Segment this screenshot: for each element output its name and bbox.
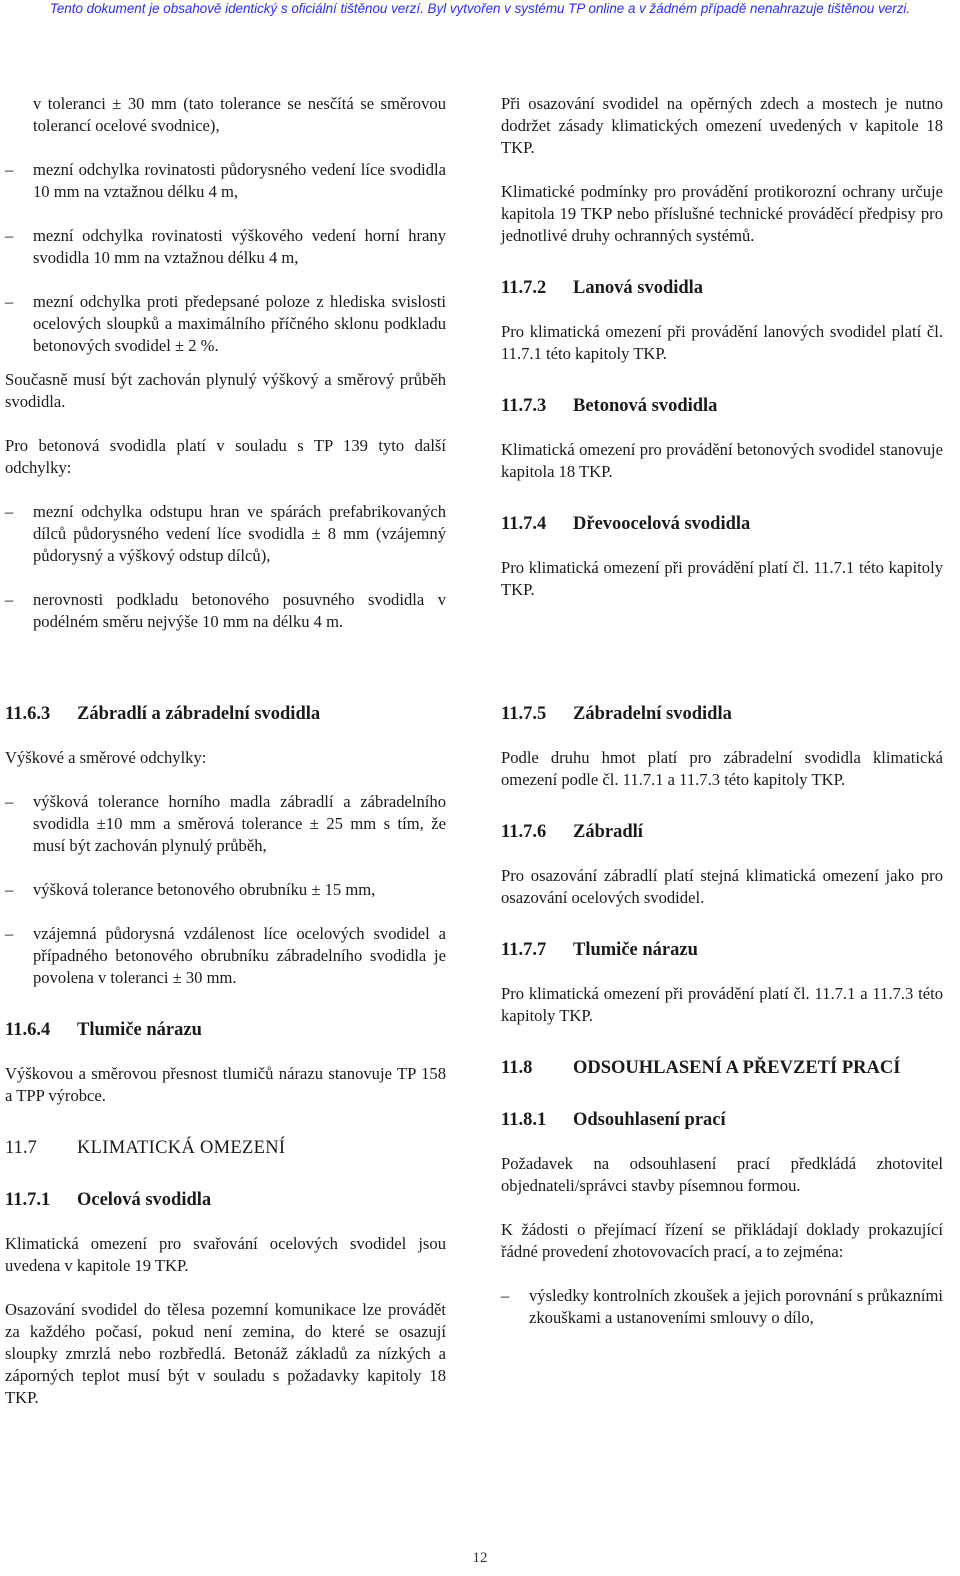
section-number: 11.7.5	[501, 704, 547, 724]
list-item: v toleranci ± 30 mm (tato tolerance se nesčítá se směrovou tolerancí ocelové svodnice),	[33, 94, 446, 135]
section-heading	[501, 939, 943, 961]
section-heading	[5, 703, 446, 725]
list-item: – mezní odchylka rovinatosti půdorysného vedení líce svodidla 10 mm na vztažnou délku 4 m,	[5, 159, 446, 203]
paragraph: Pro klimatická omezení při provádění platí čl. 11.7.1 a 11.7.3 této kapitoly TKP.	[501, 984, 943, 1025]
paragraph: Výškové a směrové odchylky:	[5, 748, 207, 767]
section-title: Odsouhlasení prací	[573, 1110, 726, 1130]
section-number: 11.7.2	[501, 278, 547, 298]
section-heading	[501, 277, 943, 299]
section-title: Betonová svodidla	[573, 396, 718, 416]
bottom-right-column	[501, 703, 943, 1351]
section-heading	[501, 513, 943, 535]
section-heading	[501, 821, 943, 843]
paragraph: Současně musí být zachován plynulý výškový a směrový průběh svodidla.	[5, 370, 446, 411]
section-heading	[5, 1189, 446, 1211]
list-item: – výsledky kontrolních zkoušek a jejich porovnání s průkazními zkouškami a ustanoveními smlouvy o dílo,	[501, 1285, 943, 1329]
railing-tolerance-list	[5, 791, 446, 989]
document-notice: Tento dokument je obsahově identický s oficiální tištěnou verzí. Byl vytvořen v systému TP online a v žádném případě nenahrazuje tištěnou verzi.	[49, 1, 911, 16]
list-item: – vzájemná půdorysná vzdálenost líce ocelových svodidel a případného betonového obrubníku zábradelního svodidla je povolena v toleranci ± 30 mm.	[5, 923, 446, 989]
section-number: 11.7.4	[501, 514, 547, 534]
section-number: 11.7.6	[501, 822, 547, 842]
section-number: 11.7.1	[5, 1190, 51, 1210]
section-title: Tlumiče nárazu	[77, 1020, 202, 1040]
section-number: 11.8	[501, 1058, 533, 1078]
paragraph: Pro klimatická omezení při provádění platí čl. 11.7.1 této kapitoly TKP.	[501, 558, 943, 599]
paragraph: Klimatická omezení pro svařování ocelových svodidel jsou uvedena v kapitole 19 TKP.	[5, 1234, 446, 1275]
paragraph: Pro osazování zábradlí platí stejná klimatická omezení jako pro osazování ocelových svodidel.	[501, 866, 943, 907]
paragraph: Podle druhu hmot platí pro zábradelní svodidla klimatická omezení podle čl. 11.7.1 a 11.7.3 této kapitoly TKP.	[501, 748, 943, 789]
list-item: – výšková tolerance betonového obrubníku ± 15 mm,	[5, 879, 446, 901]
section-heading	[501, 1109, 943, 1131]
paragraph: K žádosti o přejímací řízení se přikládají doklady prokazující řádné provedení zhotovovacích prací, a to zejména:	[501, 1220, 943, 1261]
chapter-heading	[501, 1057, 943, 1079]
concrete-tolerance-list	[5, 501, 446, 633]
paragraph: Výškovou a směrovou přesnost tlumičů nárazu stanovuje TP 158 a TPP výrobce.	[5, 1064, 446, 1105]
top-right-column	[501, 93, 943, 623]
section-title: Lanová svodidla	[573, 278, 704, 298]
paragraph: Pro klimatická omezení při provádění lanových svodidel platí čl. 11.7.1 této kapitoly TKP.	[501, 322, 943, 363]
top-left-column	[5, 93, 446, 655]
paragraph: Klimatické podmínky pro provádění protikorozní ochrany určuje kapitola 19 TKP nebo příslušné technické prováděcí předpisy pro jednotlivé druhy ochranných systémů.	[501, 182, 943, 245]
section-title: Zábradlí	[573, 822, 643, 842]
section-number: 11.7	[5, 1138, 37, 1158]
list-item: – výšková tolerance horního madla zábradlí a zábradelního svodidla ±10 mm a směrová tolerance ± 25 mm s tím, že musí být zachován plynulý průběh,	[5, 791, 446, 857]
section-number: 11.8.1	[501, 1110, 547, 1130]
section-title: KLIMATICKÁ OMEZENÍ	[77, 1138, 286, 1158]
section-heading	[501, 395, 943, 417]
section-title: Ocelová svodidla	[77, 1190, 212, 1210]
section-heading	[501, 703, 943, 725]
acceptance-documents-list	[501, 1285, 943, 1329]
section-number: 11.6.3	[5, 704, 51, 724]
list-item: – mezní odchylka proti předepsané poloze z hlediska svislosti ocelových sloupků a maximálního příčného sklonu podkladu betonových svodidel ± 2 %.	[5, 291, 446, 357]
list-item: – mezní odchylka rovinatosti výškového vedení horní hrany svodidla 10 mm na vztažnou délku 4 m,	[5, 225, 446, 269]
bottom-left-column	[5, 703, 446, 1431]
section-title: Zábradelní svodidla	[573, 704, 732, 724]
paragraph: Klimatická omezení pro provádění betonových svodidel stanovuje kapitola 18 TKP.	[501, 440, 943, 481]
paragraph: Osazování svodidel do tělesa pozemní komunikace lze provádět za každého počasí, pokud není zemina, do které se osazují sloupky zmrzlá nebo rozbředlá. Betonáž základů za nízkých a záporných teplot musí být v souladu s požadavky kapitoly 18 TKP.	[5, 1300, 446, 1407]
section-number: 11.6.4	[5, 1020, 51, 1040]
list-item: – mezní odchylka odstupu hran ve spárách prefabrikovaných dílců půdorysného vedení líce svodidla ± 8 mm (vzájemný půdorysný a výškový odstup dílců),	[5, 501, 446, 567]
list-item: – nerovnosti podkladu betonového posuvného svodidla v podélném směru nejvýše 10 mm na délku 4 m.	[5, 589, 446, 633]
paragraph: Pro betonová svodidla platí v souladu s TP 139 tyto další odchylky:	[5, 436, 446, 477]
section-title: Dřevoocelová svodidla	[573, 514, 751, 534]
page-number: 12	[472, 1550, 488, 1566]
section-title: ODSOUHLASENÍ A PŘEVZETÍ PRACÍ	[573, 1058, 901, 1078]
section-heading	[5, 1019, 446, 1041]
section-title: Zábradlí a zábradelní svodidla	[77, 704, 321, 724]
paragraph: Požadavek na odsouhlasení prací předkládá zhotovitel objednateli/správci stavby písemnou formou.	[501, 1154, 943, 1195]
tolerance-list	[5, 93, 446, 357]
section-number: 11.7.3	[501, 396, 547, 416]
section-title: Tlumiče nárazu	[573, 940, 698, 960]
chapter-heading	[5, 1137, 446, 1159]
paragraph: Při osazování svodidel na opěrných zdech a mostech je nutno dodržet zásady klimatických omezení uvedených v kapitole 18 TKP.	[501, 94, 943, 157]
section-number: 11.7.7	[501, 940, 547, 960]
